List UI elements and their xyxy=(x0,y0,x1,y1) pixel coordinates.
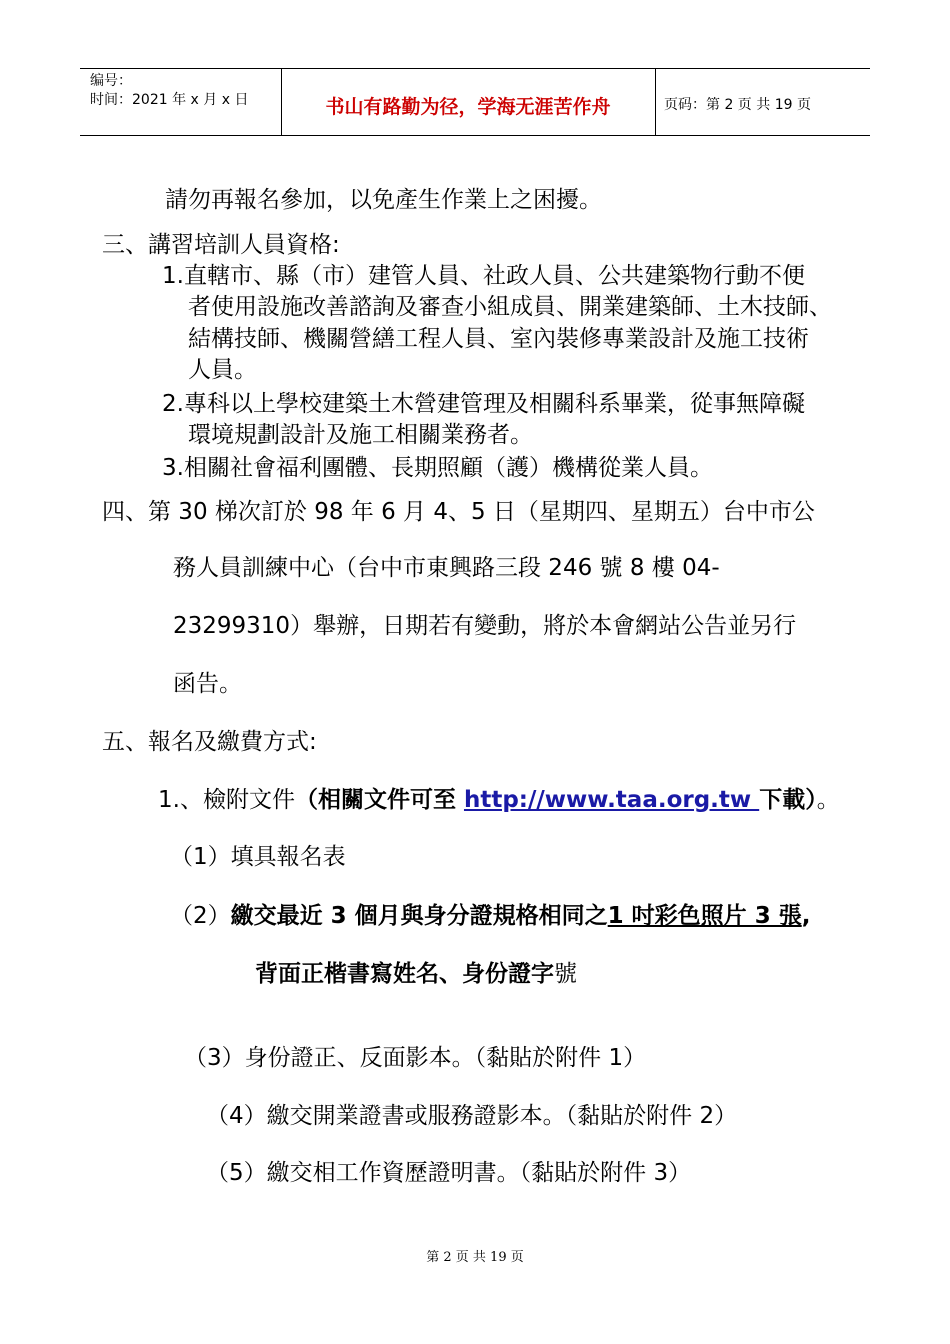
doc-item-2-bold: 繳交最近 3 個月與身分證規格相同之 xyxy=(230,903,608,929)
header-top-border xyxy=(80,68,870,69)
header-meta xyxy=(90,72,248,110)
doc-item-5: （5）繳交相工作資歷證明書。（黏貼於附件 3） xyxy=(206,1160,692,1186)
doc-item-2-cont-end: 號 xyxy=(554,961,577,987)
item-1-prefix: 1.、檢附文件 xyxy=(158,787,295,813)
section-3-title: 三、講習培訓人員資格: xyxy=(102,232,340,258)
doc-item-2-comma: , xyxy=(801,903,811,929)
doc-item-2-photo: 1 吋彩色照片 3 張 xyxy=(607,903,802,929)
doc-item-1: （1）填具報名表 xyxy=(170,844,346,870)
page-footer: 第 2 页 共 19 页 xyxy=(426,1250,524,1265)
doc-number-label: 编号： xyxy=(90,73,132,89)
section-5-title: 五、報名及繳費方式: xyxy=(102,729,317,755)
doc-item-2-cont-bold: 背面正楷書寫姓名、身份證字 xyxy=(255,961,554,987)
doc-item-4: （4）繳交開業證書或服務證影本。（黏貼於附件 2） xyxy=(206,1103,738,1129)
doc-item-2 xyxy=(170,900,810,932)
section-3-item-3: 3.相關社會福利團體、長期照顧（護）機構從業人員。 xyxy=(162,455,713,481)
section-3-item-1-cont: 結構技師、機關營繕工程人員、室內裝修專業設計及施工技術 xyxy=(188,326,809,352)
section-3-item-1: 1.直轄市、縣（市）建管人員、社政人員、公共建築物行動不便 xyxy=(162,263,805,289)
section-4-line-3: 23299310）舉辦，日期若有變動，將於本會網站公告並另行 xyxy=(173,613,797,639)
header-page-code: 页码：第 2 页 共 19 页 xyxy=(664,97,811,113)
section-3-item-2-cont: 環境規劃設計及施工相關業務者。 xyxy=(188,422,533,448)
doc-item-2-num: （2） xyxy=(170,903,231,929)
item-1-end: 。 xyxy=(816,787,840,813)
doc-item-3: （3）身份證正、反面影本。（黏貼於附件 1） xyxy=(184,1045,647,1071)
section-3-item-2: 2.專科以上學校建築土木營建管理及相關科系畢業，從事無障礙 xyxy=(162,391,805,417)
section-3-item-1-cont: 人員。 xyxy=(188,357,257,383)
section-4-line-2: 務人員訓練中心（台中市東興路三段 246 號 8 樓 04- xyxy=(173,555,720,581)
paragraph-line: 請勿再報名參加，以免產生作業上之困擾。 xyxy=(165,187,602,213)
section-4-line-4: 函告。 xyxy=(173,671,242,697)
doc-item-2-cont xyxy=(255,958,577,990)
header-motto: 书山有路勤为径，学海无涯苦作舟 xyxy=(325,96,611,118)
header-divider-right xyxy=(655,68,656,135)
item-1-bold-end: 下載） xyxy=(759,787,817,813)
section-5-item-1 xyxy=(158,784,840,816)
section-3-item-1-cont: 者使用設施改善諮詢及審查小組成員、開業建築師、土木技師、 xyxy=(188,294,832,320)
item-1-bold: （相關文件可至 xyxy=(294,787,464,813)
header-bottom-border xyxy=(80,135,870,136)
doc-time-label: 时间：2021 年 x 月 x 日 xyxy=(90,92,249,108)
taa-website-link[interactable]: http://www.taa.org.tw xyxy=(463,787,760,813)
section-4-line-1: 四、第 30 梯次訂於 98 年 6 月 4、5 日（星期四、星期五）台中市公 xyxy=(102,499,815,525)
